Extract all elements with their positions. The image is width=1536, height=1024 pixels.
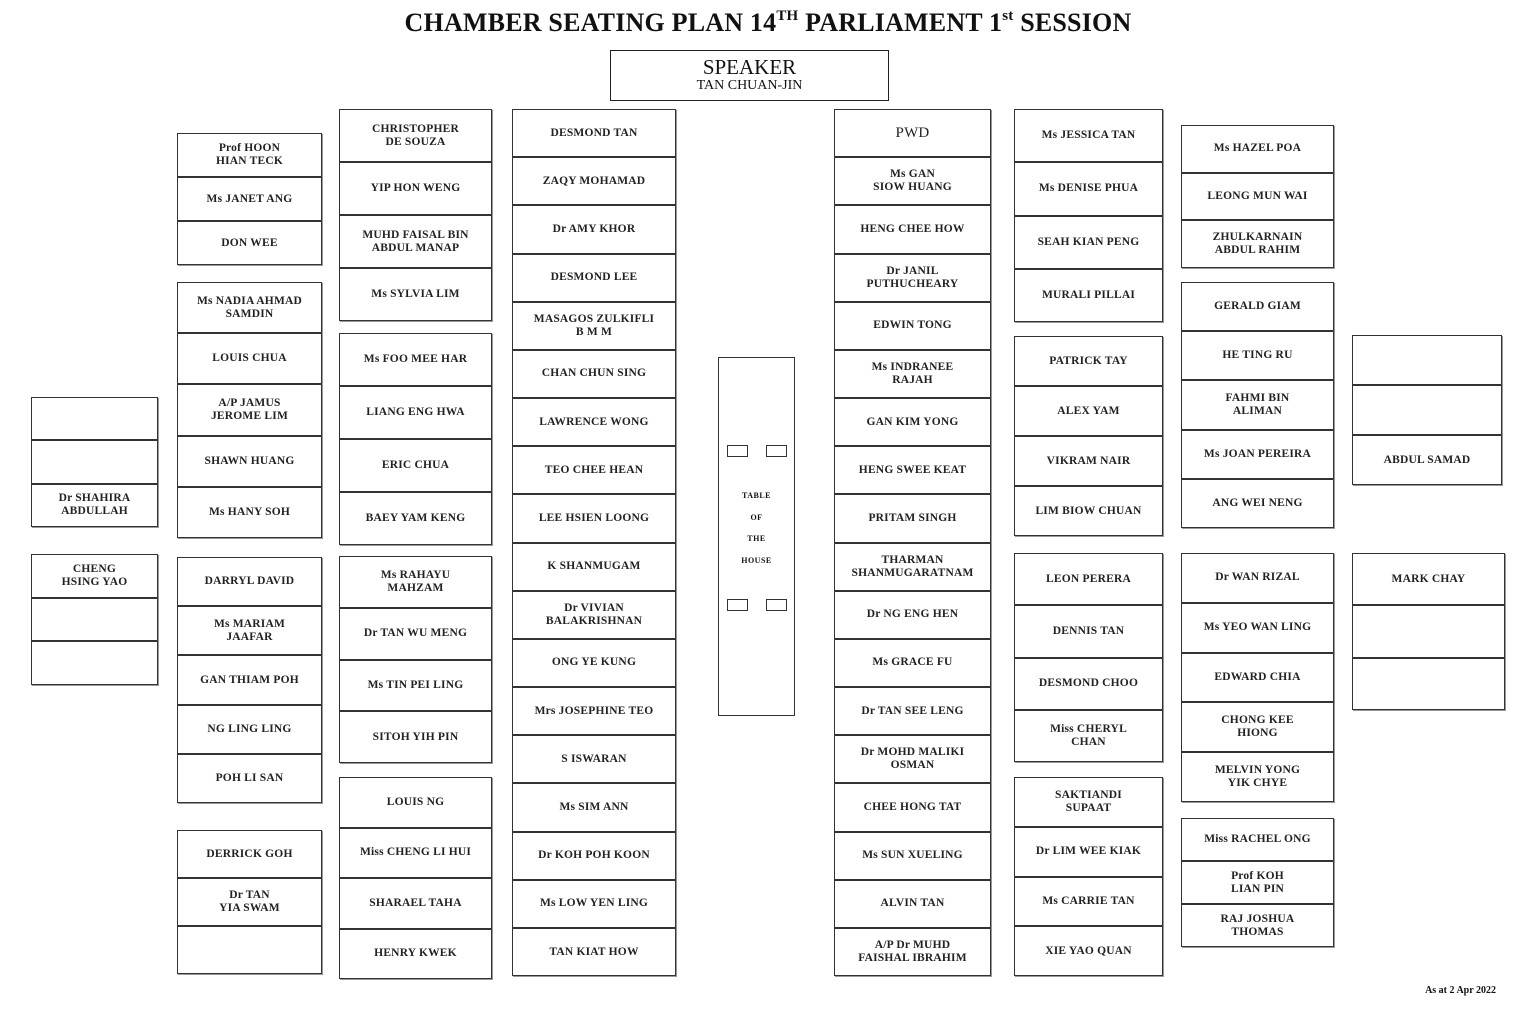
seat: DESMOND LEE bbox=[513, 255, 675, 303]
seat-block-far-right bbox=[1352, 553, 1505, 710]
seat: YIP HON WENG bbox=[340, 163, 491, 216]
seat: Dr SHAHIRA ABDULLAH bbox=[58, 492, 131, 518]
seat: SEAH KIAN PENG bbox=[1015, 217, 1162, 270]
seat: CHEE HONG TAT bbox=[835, 784, 990, 832]
seat-block-right-middle bbox=[1014, 336, 1163, 536]
seat: HE TING RU bbox=[1182, 332, 1333, 381]
seat: EDWIN TONG bbox=[835, 303, 990, 351]
seat: MELVIN YONG YIK CHYE bbox=[1214, 764, 1301, 790]
seat: Ms SYLVIA LIM bbox=[371, 288, 460, 300]
seat: CHENG HSING YAO bbox=[32, 555, 157, 599]
seat: CHONG KEE HIONG bbox=[1182, 703, 1333, 753]
seat-block-far-left bbox=[31, 554, 158, 685]
seat-block-right-outer bbox=[1181, 553, 1334, 802]
seat: Ms JOAN PEREIRA bbox=[1182, 431, 1333, 480]
seat: A/P Dr MUHD FAISHAL IBRAHIM bbox=[858, 939, 967, 964]
seat: Dr LIM WEE KIAK bbox=[1015, 828, 1162, 878]
seat: Prof HOON HIAN TECK bbox=[178, 134, 321, 178]
seat-block-right-outer bbox=[1181, 125, 1334, 268]
seat: Dr NG ENG HEN bbox=[835, 592, 990, 640]
seat: CHRISTOPHER DE SOUZA bbox=[340, 110, 491, 163]
seat: Miss RACHEL ONG bbox=[1182, 819, 1333, 862]
seat-block-right-middle bbox=[1014, 777, 1163, 976]
seat: Dr KOH POH KOON bbox=[513, 833, 675, 881]
seat: DON WEE bbox=[221, 236, 278, 249]
seat: Ms JESSICA TAN bbox=[1015, 110, 1162, 163]
seat: VIKRAM NAIR bbox=[1015, 437, 1162, 487]
seat-block-front-bench-right bbox=[834, 109, 991, 976]
seat: ABDUL SAMAD bbox=[1383, 453, 1471, 466]
table-label bbox=[719, 485, 794, 571]
seat: LEON PERERA bbox=[1015, 554, 1162, 606]
plan-title bbox=[0, 8, 1536, 38]
title-superscript: st bbox=[1002, 8, 1014, 24]
seat-block-left-middle bbox=[339, 109, 492, 321]
seat-block-left-middle bbox=[339, 777, 492, 979]
seat: Ms JANET ANG bbox=[178, 178, 321, 222]
seat: XIE YAO QUAN bbox=[1045, 944, 1132, 957]
seat: PATRICK TAY bbox=[1015, 337, 1162, 387]
seat: Miss CHENG LI HUI bbox=[340, 829, 491, 880]
seat-block-left-middle bbox=[339, 556, 492, 763]
seat: LAWRENCE WONG bbox=[513, 399, 675, 447]
seat: SITOH YIH PIN bbox=[372, 730, 459, 743]
seat: LIANG ENG HWA bbox=[340, 387, 491, 440]
title-text: CHAMBER SEATING PLAN 14 bbox=[404, 8, 777, 37]
seat: Ms RAHAYU MAHZAM bbox=[340, 557, 491, 609]
empty-seat bbox=[1353, 659, 1504, 709]
seat: Dr MOHD MALIKI OSMAN bbox=[835, 736, 990, 784]
seat: ZHULKARNAIN ABDUL RAHIM bbox=[1212, 231, 1303, 257]
empty-seat bbox=[1353, 336, 1501, 386]
seat: LEE HSIEN LOONG bbox=[513, 495, 675, 543]
seat: Ms TIN PEI LING bbox=[340, 661, 491, 713]
seat: Ms SUN XUELING bbox=[835, 833, 990, 881]
title-text: PARLIAMENT 1 bbox=[798, 8, 1003, 37]
seat: S ISWARAN bbox=[513, 736, 675, 784]
empty-seat bbox=[178, 927, 321, 973]
empty-seat bbox=[32, 599, 157, 643]
seat: Miss CHERYL CHAN bbox=[1050, 722, 1127, 748]
seat: EDWARD CHIA bbox=[1182, 654, 1333, 704]
seat: DERRICK GOH bbox=[178, 831, 321, 879]
seat: Ms SIM ANN bbox=[513, 784, 675, 832]
seat: RAJ JOSHUA THOMAS bbox=[1220, 912, 1295, 938]
seat-block-right-outer bbox=[1181, 818, 1334, 947]
seat: Ms FOO MEE HAR bbox=[340, 334, 491, 387]
seat: NG LING LING bbox=[178, 706, 321, 755]
seat: Dr TAN WU MENG bbox=[340, 609, 491, 661]
table-marker bbox=[727, 445, 748, 457]
seat: MARK CHAY bbox=[1353, 554, 1504, 606]
seat: Prof KOH LIAN PIN bbox=[1182, 862, 1333, 905]
seat: Ms GAN SIOW HUANG bbox=[835, 158, 990, 206]
seat: Dr WAN RIZAL bbox=[1182, 554, 1333, 604]
seat: HENG CHEE HOW bbox=[835, 206, 990, 254]
seat: Ms MARIAM JAAFAR bbox=[178, 607, 321, 656]
seat-block-left-middle bbox=[339, 333, 492, 545]
seat: LIM BIOW CHUAN bbox=[1035, 504, 1142, 517]
seat: Dr TAN YIA SWAM bbox=[178, 879, 321, 927]
seat-block-left-outer bbox=[177, 830, 322, 974]
seat: Ms INDRANEE RAJAH bbox=[835, 351, 990, 399]
seat: POH LI SAN bbox=[215, 771, 284, 784]
seat: Ms LOW YEN LING bbox=[513, 881, 675, 929]
seat: TEO CHEE HEAN bbox=[513, 447, 675, 495]
seat: DESMOND TAN bbox=[513, 110, 675, 158]
seat: THARMAN SHANMUGARATNAM bbox=[835, 544, 990, 592]
seat: ZAQY MOHAMAD bbox=[513, 158, 675, 206]
table-label-line: OF bbox=[750, 512, 763, 522]
seat: SHAWN HUANG bbox=[178, 437, 321, 488]
seat: BAEY YAM KENG bbox=[365, 512, 466, 524]
seat: SHARAEL TAHA bbox=[340, 879, 491, 930]
seat: Dr TAN SEE LENG bbox=[835, 688, 990, 736]
seat: Dr JANIL PUTHUCHEARY bbox=[835, 255, 990, 303]
seat-block-front-bench-left bbox=[512, 109, 676, 976]
speaker-box bbox=[610, 50, 889, 101]
seat: ANG WEI NENG bbox=[1212, 496, 1303, 509]
empty-seat bbox=[1353, 386, 1501, 436]
seat: Ms YEO WAN LING bbox=[1182, 604, 1333, 654]
speaker-label: SPEAKER bbox=[702, 55, 797, 79]
seat: FAHMI BIN ALIMAN bbox=[1182, 381, 1333, 430]
as-at-date: As at 2 Apr 2022 bbox=[1425, 985, 1496, 996]
seat: MURALI PILLAI bbox=[1041, 288, 1135, 301]
seat: PWD bbox=[835, 110, 990, 158]
seat: ONG YE KUNG bbox=[513, 640, 675, 688]
seat: GAN KIM YONG bbox=[835, 399, 990, 447]
seat: Ms HAZEL POA bbox=[1182, 126, 1333, 174]
title-text: SESSION bbox=[1013, 8, 1132, 37]
seat: Dr AMY KHOR bbox=[513, 206, 675, 254]
seat: CHAN CHUN SING bbox=[513, 351, 675, 399]
seat: Dr VIVIAN BALAKRISHNAN bbox=[513, 592, 675, 640]
speaker-name: TAN CHUAN-JIN bbox=[696, 78, 803, 93]
empty-seat bbox=[32, 398, 157, 441]
seat-block-right-outer bbox=[1181, 282, 1334, 528]
seat: SAKTIANDI SUPAAT bbox=[1015, 778, 1162, 828]
seat: Ms DENISE PHUA bbox=[1015, 163, 1162, 216]
seat: Ms HANY SOH bbox=[209, 505, 290, 518]
empty-seat bbox=[32, 642, 157, 684]
seat: Ms GRACE FU bbox=[835, 640, 990, 688]
empty-seat bbox=[32, 441, 157, 484]
seat-block-right-middle bbox=[1014, 553, 1163, 762]
seat-block-left-outer bbox=[177, 557, 322, 803]
table-marker bbox=[766, 599, 787, 611]
seat: PRITAM SINGH bbox=[835, 495, 990, 543]
seat: DESMOND CHOO bbox=[1015, 659, 1162, 711]
seat-block-left-outer bbox=[177, 282, 322, 538]
seat-block-far-right bbox=[1352, 335, 1502, 485]
seat-block-right-middle bbox=[1014, 109, 1163, 322]
table-of-the-house bbox=[718, 357, 795, 716]
seat-block-far-left bbox=[31, 397, 158, 527]
seat: GAN THIAM POH bbox=[178, 656, 321, 705]
seat: MASAGOS ZULKIFLI B M M bbox=[513, 303, 675, 351]
seat: Mrs JOSEPHINE TEO bbox=[513, 688, 675, 736]
seat: TAN KIAT HOW bbox=[549, 945, 639, 958]
seat: HENG SWEE KEAT bbox=[835, 447, 990, 495]
seat: LOUIS NG bbox=[340, 778, 491, 829]
seat-block-left-outer bbox=[177, 133, 322, 265]
seat: ALEX YAM bbox=[1015, 387, 1162, 437]
empty-seat bbox=[1353, 606, 1504, 658]
seat: Ms NADIA AHMAD SAMDIN bbox=[178, 283, 321, 334]
seat: DENNIS TAN bbox=[1015, 606, 1162, 658]
table-marker bbox=[766, 445, 787, 457]
title-superscript: TH bbox=[776, 8, 799, 24]
seat: LEONG MUN WAI bbox=[1182, 174, 1333, 222]
table-label-line: THE bbox=[747, 534, 766, 543]
seat: LOUIS CHUA bbox=[178, 334, 321, 385]
seat: ALVIN TAN bbox=[835, 881, 990, 929]
seat: HENRY KWEK bbox=[374, 947, 457, 960]
table-label-line: TABLE bbox=[741, 491, 772, 500]
seat: MUHD FAISAL BIN ABDUL MANAP bbox=[340, 216, 491, 269]
seat: ERIC CHUA bbox=[340, 440, 491, 493]
table-marker bbox=[727, 599, 748, 611]
seat: K SHANMUGAM bbox=[513, 544, 675, 592]
seat: Ms CARRIE TAN bbox=[1015, 878, 1162, 928]
seat: GERALD GIAM bbox=[1182, 283, 1333, 332]
seat: DARRYL DAVID bbox=[178, 558, 321, 607]
seat: A/P JAMUS JEROME LIM bbox=[178, 385, 321, 436]
table-label-line: HOUSE bbox=[741, 555, 772, 565]
